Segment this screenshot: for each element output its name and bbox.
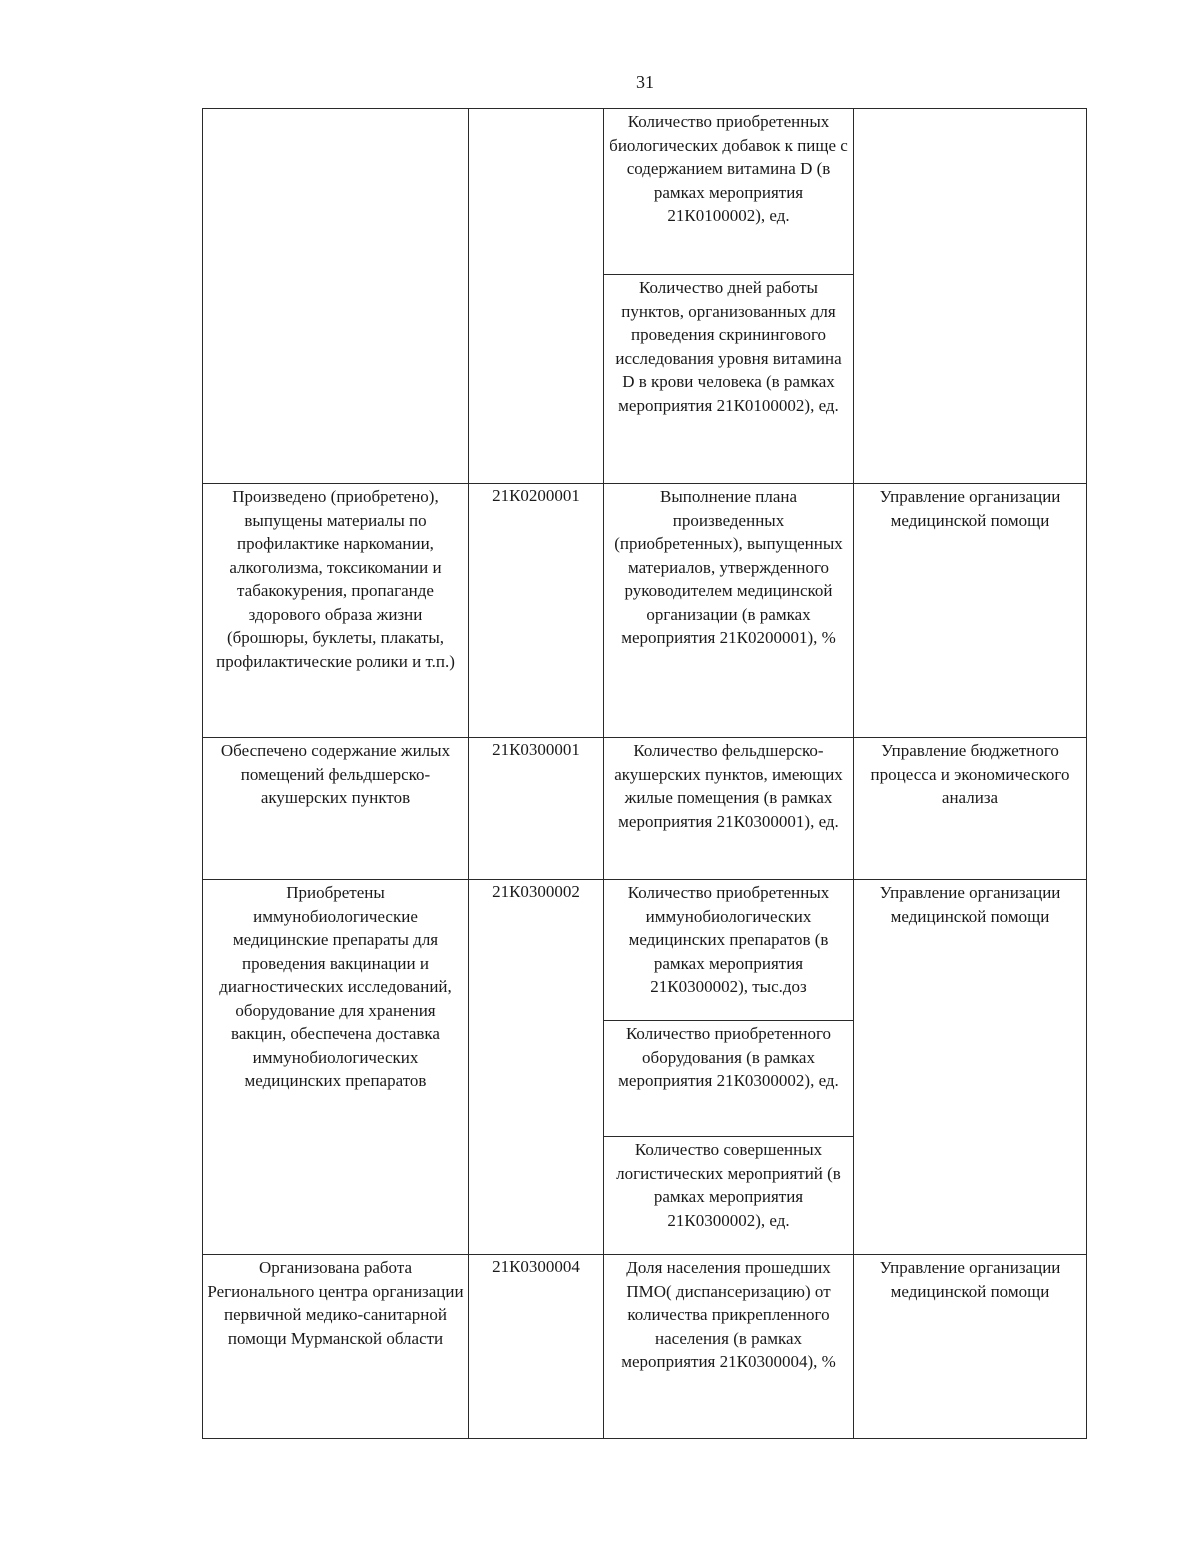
responsible-cell: Управление организации медицинской помощи xyxy=(854,880,1087,1255)
responsible-cell: Управление организации медицинской помощи xyxy=(854,484,1087,738)
result-cell: Обеспечено содержание жилых помещений фельдшерско-акушерских пунктов xyxy=(203,738,469,880)
code-cell xyxy=(469,109,604,484)
result-cell: Произведено (приобретено), выпущены материалы по профилактике наркомании, алкоголизма, токсикомании и табакокурения, пропаганде здорового образа жизни (брошюры, буклеты, плакаты, профилактические ролики и т.п.) xyxy=(203,484,469,738)
measures-table xyxy=(202,108,1087,1439)
code-cell: 21К0200001 xyxy=(469,484,604,738)
table-row xyxy=(203,109,1087,275)
indicator-cell: Количество дней работы пунктов, организованных для проведения скринингового исследования уровня витамина D в крови человека (в рамках мероприятия 21К0100002), ед. xyxy=(604,275,854,484)
table-row xyxy=(203,484,1087,738)
result-cell: Организована работа Регионального центра организации первичной медико-санитарной помощи Мурманской области xyxy=(203,1255,469,1439)
responsible-cell: Управление бюджетного процесса и экономического анализа xyxy=(854,738,1087,880)
indicator-cell: Количество фельдшерско-акушерских пунктов, имеющих жилые помещения (в рамках мероприятия 21К0300001), ед. xyxy=(604,738,854,880)
result-cell xyxy=(203,109,469,484)
code-cell: 21К0300002 xyxy=(469,880,604,1255)
indicator-cell: Количество приобретенного оборудования (в рамках мероприятия 21К0300002), ед. xyxy=(604,1021,854,1137)
page-number: 31 xyxy=(636,72,654,92)
indicator-cell: Количество приобретенных иммунобиологических медицинских препаратов (в рамках мероприятия 21К0300002), тыс.доз xyxy=(604,880,854,1021)
indicator-cell: Количество приобретенных биологических добавок к пище с содержанием витамина D (в рамках мероприятия 21К0100002), ед. xyxy=(604,109,854,275)
responsible-cell xyxy=(854,109,1087,484)
code-cell: 21К0300001 xyxy=(469,738,604,880)
result-cell: Приобретены иммунобиологические медицинские препараты для проведения вакцинации и диагностических исследований, оборудование для хранения вакцин, обеспечена доставка иммунобиологических медицинских препаратов xyxy=(203,880,469,1255)
indicator-cell: Количество совершенных логистических мероприятий (в рамках мероприятия 21К0300002), ед. xyxy=(604,1137,854,1255)
table-row xyxy=(203,1255,1087,1439)
responsible-cell: Управление организации медицинской помощи xyxy=(854,1255,1087,1439)
table-row xyxy=(203,738,1087,880)
indicator-cell: Выполнение плана произведенных (приобретенных), выпущенных материалов, утвержденного руководителем медицинской организации (в рамках мероприятия 21К0200001), % xyxy=(604,484,854,738)
code-cell: 21К0300004 xyxy=(469,1255,604,1439)
table-row xyxy=(203,880,1087,1021)
indicator-cell: Доля населения прошедших ПМО( диспансеризацию) от количества прикрепленного населения (в рамках мероприятия 21К0300004), % xyxy=(604,1255,854,1439)
